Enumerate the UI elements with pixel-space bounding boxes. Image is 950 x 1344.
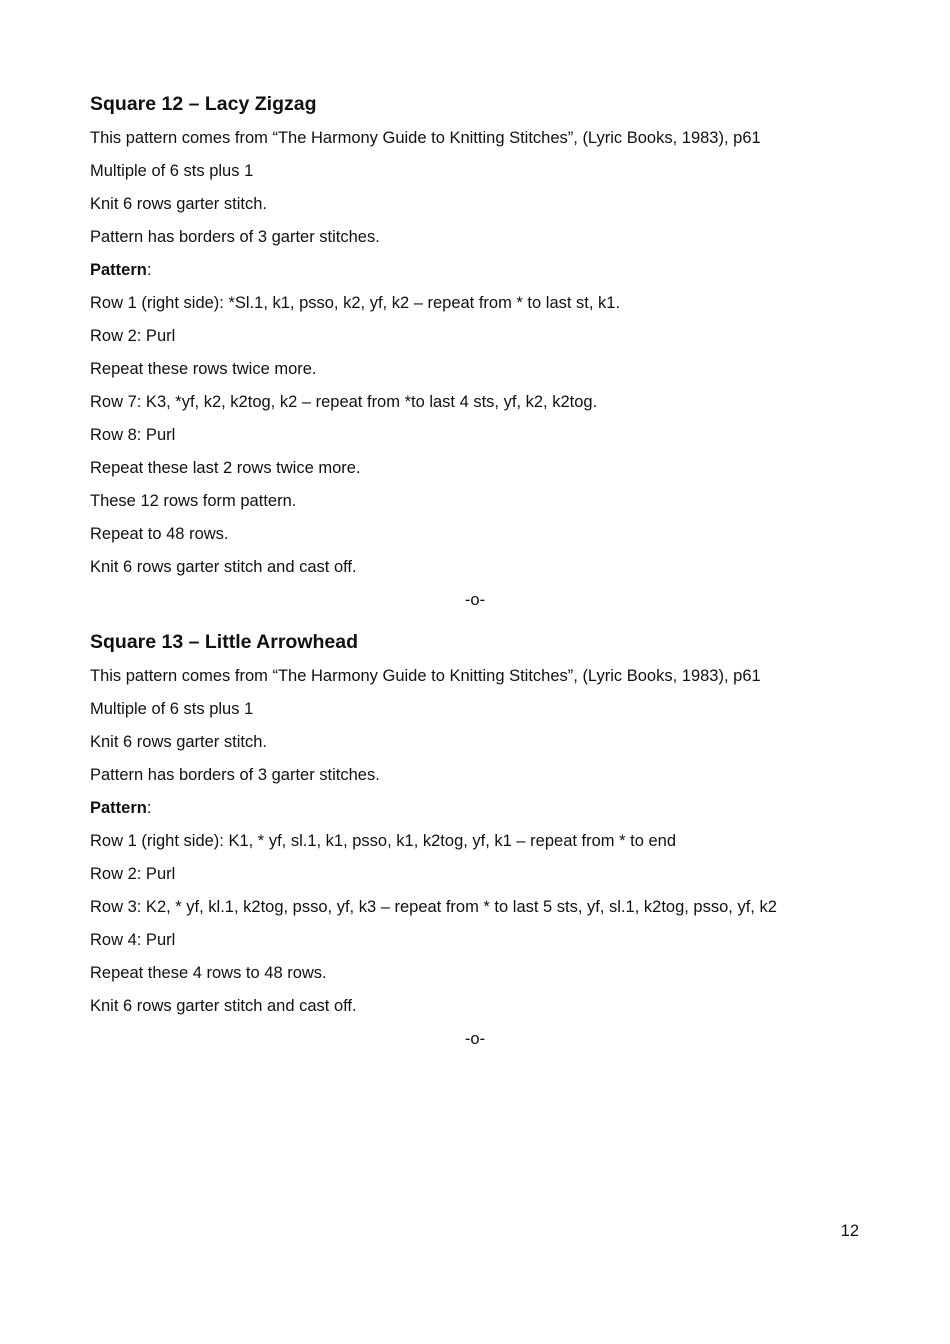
pattern-row: Row 2: Purl <box>90 865 176 883</box>
section-gap <box>90 617 870 627</box>
border-instruction: Pattern has borders of 3 garter stitches. <box>90 228 380 246</box>
pattern-row: These 12 rows form pattern. <box>90 492 297 510</box>
pattern-heading <box>90 254 870 287</box>
pattern-row: Knit 6 rows garter stitch and cast off. <box>90 558 357 576</box>
knit-start-instruction: Knit 6 rows garter stitch. <box>90 195 267 213</box>
pattern-row: Row 1 (right side): K1, * yf, sl.1, k1, psso, k1, k2tog, yf, k1 – repeat from * to end <box>90 832 677 850</box>
pattern-row: Row 8: Purl <box>90 426 176 444</box>
pattern-row: Knit 6 rows garter stitch and cast off. <box>90 997 357 1015</box>
section-separator: -o- <box>464 591 486 609</box>
pattern-row: Repeat these 4 rows to 48 rows. <box>90 964 327 982</box>
pattern-row: Repeat these rows twice more. <box>90 360 317 378</box>
stitch-multiple: Multiple of 6 sts plus 1 <box>90 700 254 718</box>
knit-start-instruction: Knit 6 rows garter stitch. <box>90 733 267 751</box>
section-square-12 <box>90 89 870 617</box>
section-title: Square 12 – Lacy Zigzag <box>90 93 317 115</box>
pattern-row: Row 2: Purl <box>90 327 176 345</box>
pattern-colon: : <box>146 261 152 279</box>
source-citation: This pattern comes from “The Harmony Guide to Knitting Stitches”, (Lyric Books, 1983), p61 <box>90 129 761 147</box>
pattern-row: Row 1 (right side): *Sl.1, k1, psso, k2, yf, k2 – repeat from * to last st, k1. <box>90 294 621 312</box>
pattern-row: Repeat to 48 rows. <box>90 525 229 543</box>
pattern-row: Row 4: Purl <box>90 931 176 949</box>
pattern-row: Repeat these last 2 rows twice more. <box>90 459 361 477</box>
pattern-row: Row 3: K2, * yf, kl.1, k2tog, psso, yf, k3 – repeat from * to last 5 sts, yf, sl.1, k2tog, psso, yf, k2 <box>90 898 777 916</box>
section-title: Square 13 – Little Arrowhead <box>90 631 359 653</box>
page-content <box>90 89 870 1056</box>
page-number: 12 <box>840 1222 859 1240</box>
stitch-multiple: Multiple of 6 sts plus 1 <box>90 162 254 180</box>
pattern-row: Row 7: K3, *yf, k2, k2tog, k2 – repeat from *to last 4 sts, yf, k2, k2tog. <box>90 393 598 411</box>
pattern-label: Pattern <box>90 799 147 817</box>
section-square-13 <box>90 627 870 1056</box>
border-instruction: Pattern has borders of 3 garter stitches. <box>90 766 380 784</box>
pattern-label: Pattern <box>90 261 147 279</box>
pattern-colon: : <box>146 799 152 817</box>
source-citation: This pattern comes from “The Harmony Guide to Knitting Stitches”, (Lyric Books, 1983), p61 <box>90 667 761 685</box>
section-separator: -o- <box>464 1030 486 1048</box>
pattern-heading <box>90 792 870 825</box>
